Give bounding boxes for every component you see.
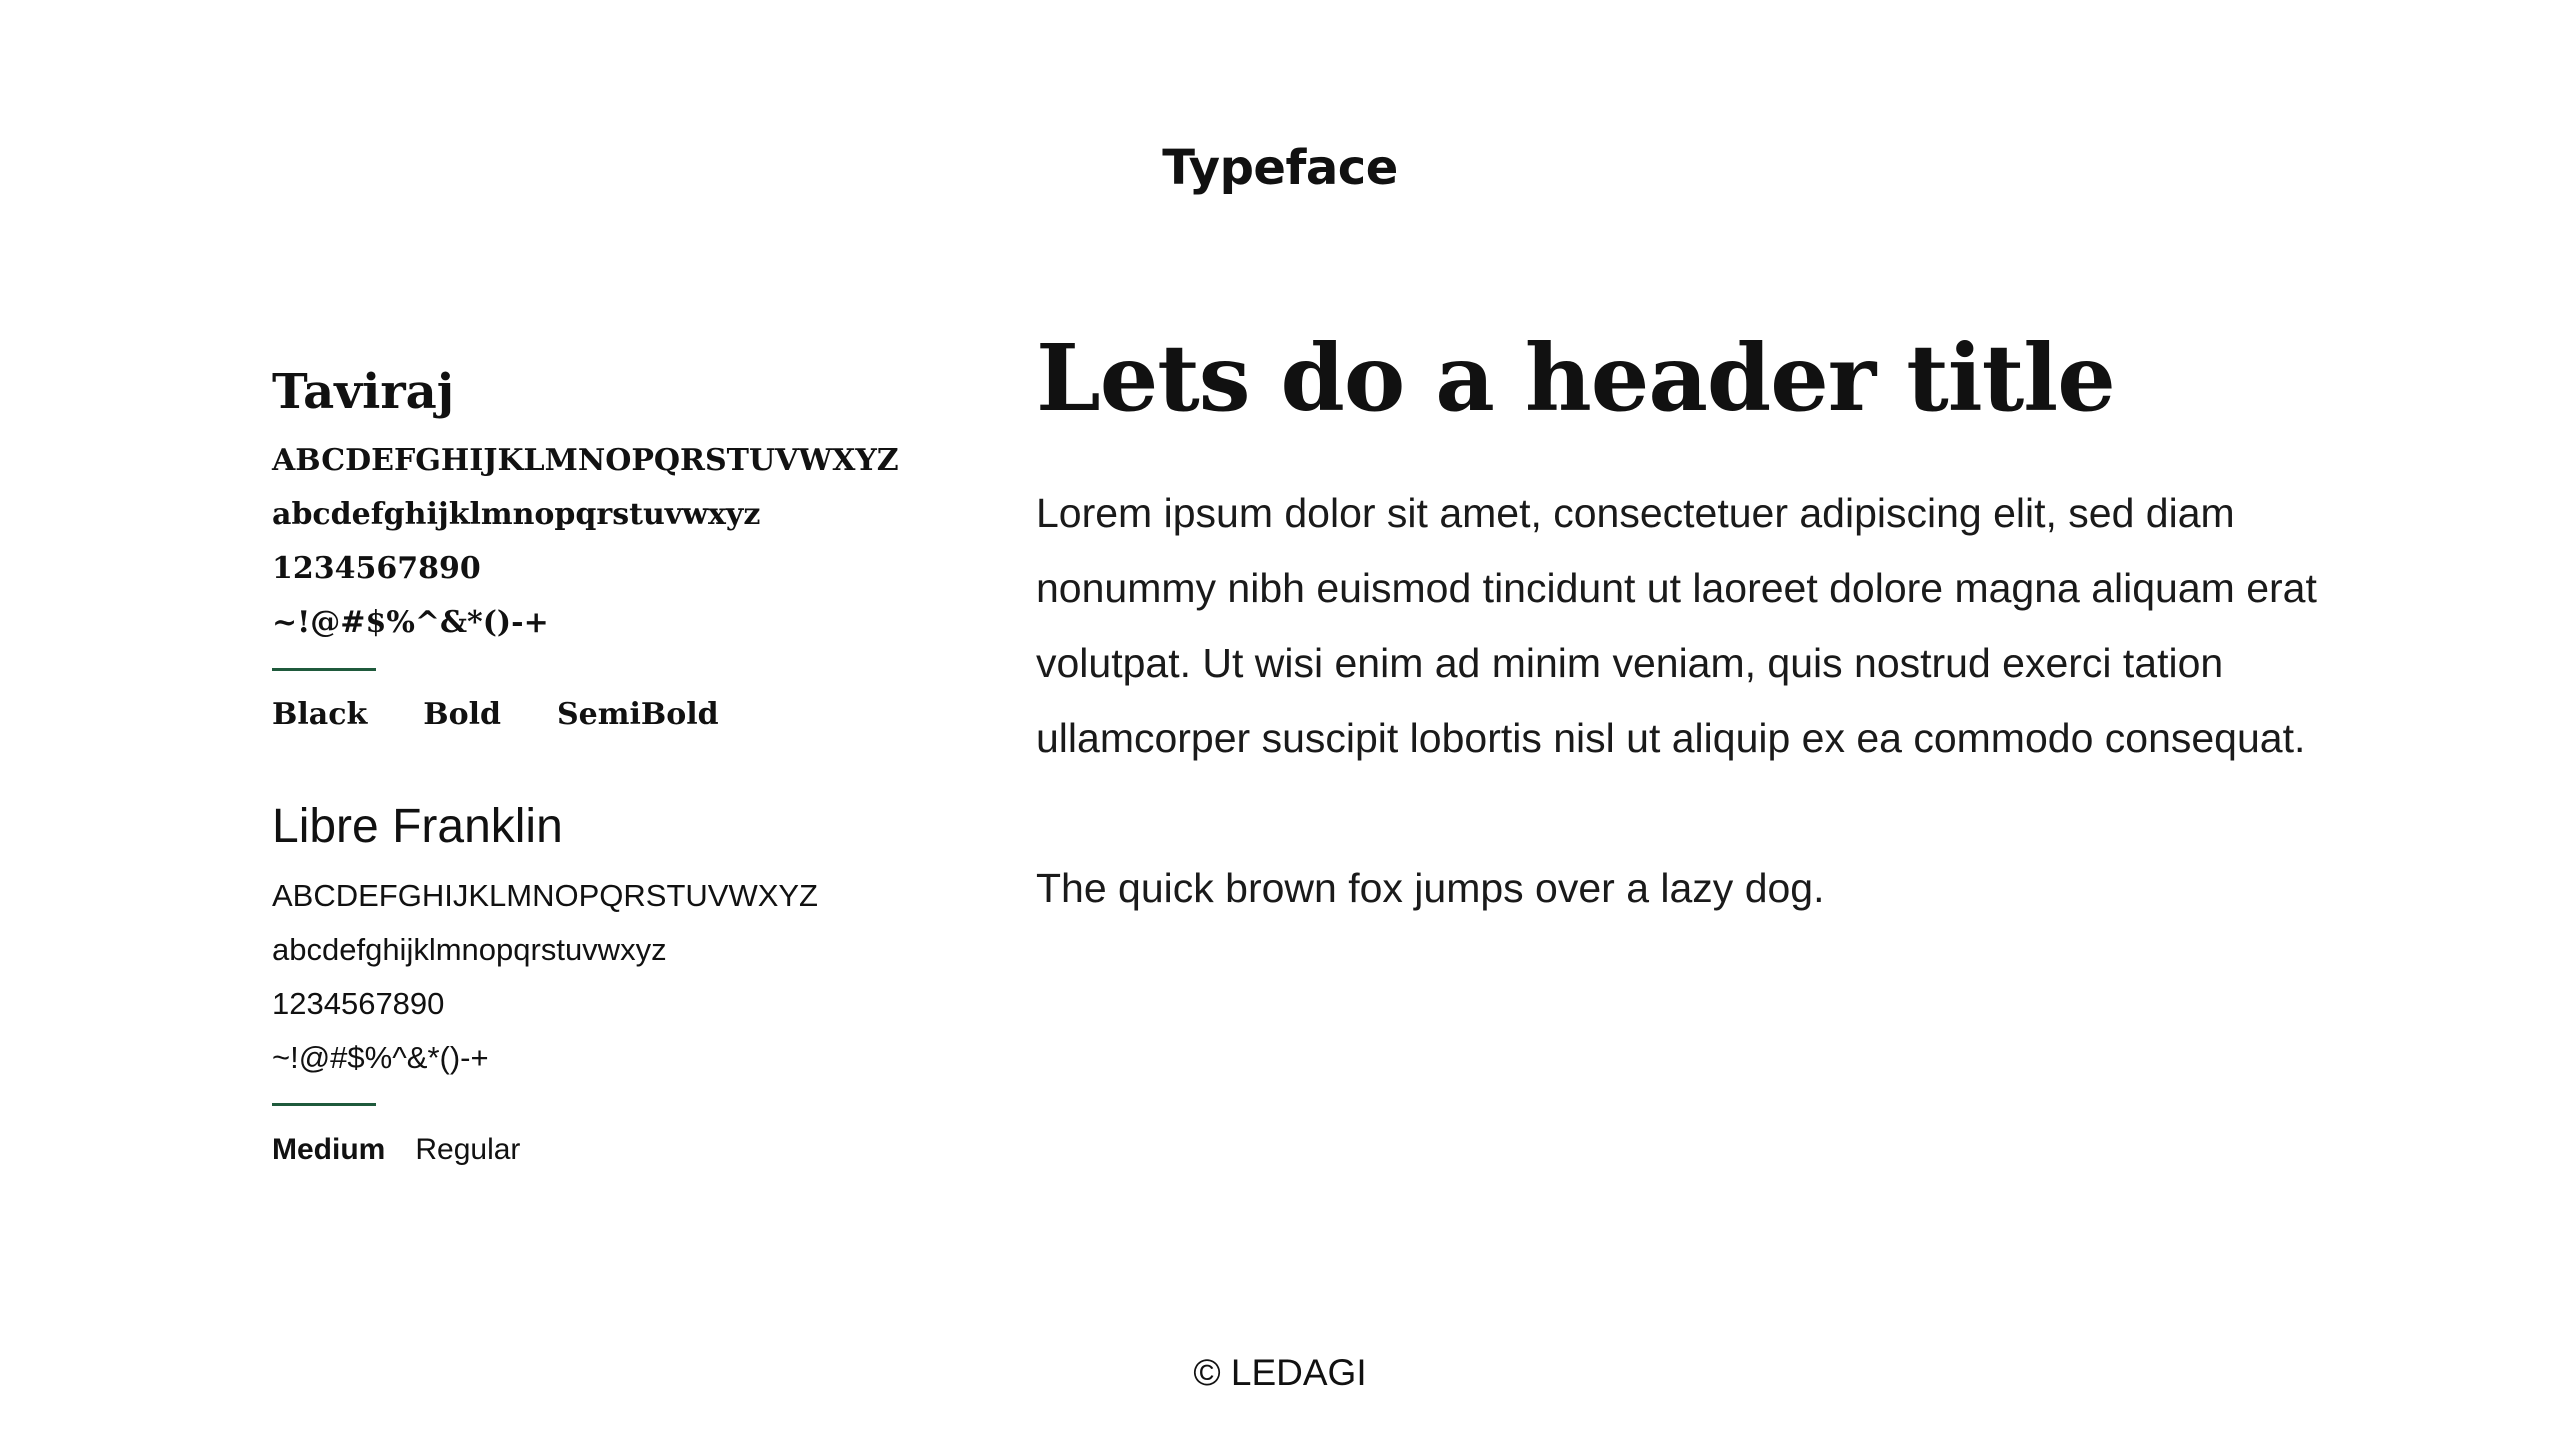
font-specimen-libre-franklin <box>272 795 992 1172</box>
uppercase-glyphs: ABCDEFGHIJKLMNOPQRSTUVWXYZ <box>272 443 899 478</box>
accent-divider <box>272 1103 376 1106</box>
symbol-glyphs: ~!@#$%^&*()-+ <box>272 605 549 640</box>
uppercase-glyphs: ABCDEFGHIJKLMNOPQRSTUVWXYZ <box>272 878 818 913</box>
lowercase-glyphs: abcdefghijklmnopqrstuvwxyz <box>272 932 667 967</box>
sample-pangram: The quick brown fox jumps over a lazy dog. <box>1036 865 1825 911</box>
font-specimen-taviraj <box>272 360 992 737</box>
font-name: Libre Franklin <box>272 800 563 853</box>
weight-label-black: Black <box>272 697 368 732</box>
lowercase-glyphs: abcdefghijklmnopqrstuvwxyz <box>272 497 761 532</box>
weight-label-semibold: SemiBold <box>557 697 719 732</box>
page-title: Typeface <box>1162 140 1398 196</box>
weight-label-medium: Medium <box>272 1133 386 1166</box>
symbol-glyphs: ~!@#$%^&*()-+ <box>272 1040 489 1075</box>
copyright-footer: © LEDAGI <box>1193 1352 1367 1393</box>
digit-glyphs: 1234567890 <box>272 551 481 586</box>
sample-body-text: Lorem ipsum dolor sit amet, consectetuer adipiscing elit, sed diam nonummy nibh euismod tincidunt ut laoreet dolore magna aliquam erat volutpat. Ut wisi enim ad minim veniam, quis nostrud exerci tation ullamcorper suscipit lobortis nisl ut aliquip ex ea commodo consequat. <box>1036 490 2317 761</box>
font-weights <box>272 693 992 737</box>
font-weights <box>272 1128 992 1172</box>
digit-glyphs: 1234567890 <box>272 986 445 1021</box>
type-sample <box>1036 320 2336 926</box>
accent-divider <box>272 668 376 671</box>
font-name: Taviraj <box>272 364 455 420</box>
weight-label-bold: Bold <box>423 697 501 732</box>
sample-header-title: Lets do a header title <box>1036 324 2115 432</box>
weight-label-regular: Regular <box>415 1133 521 1166</box>
font-specimens <box>272 360 992 1172</box>
